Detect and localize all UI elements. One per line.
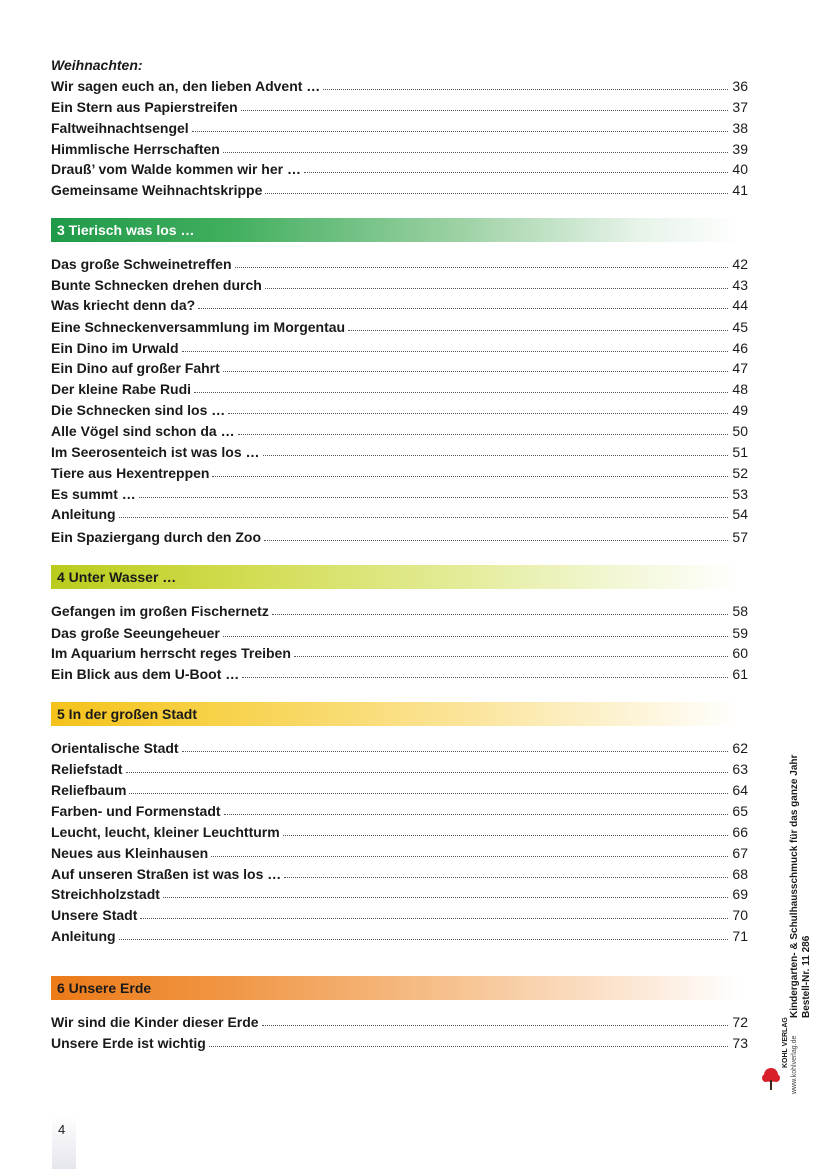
toc-entry[interactable] bbox=[51, 865, 748, 883]
entry-title: Unsere Stadt bbox=[51, 907, 138, 923]
dot-leader bbox=[262, 1024, 728, 1026]
entry-page: 38 bbox=[732, 120, 748, 136]
dot-leader bbox=[223, 151, 728, 153]
entry-page: 70 bbox=[732, 907, 748, 923]
page-number: 4 bbox=[58, 1122, 66, 1137]
entry-title: Was kriecht denn da? bbox=[51, 297, 196, 313]
dot-leader bbox=[192, 130, 728, 132]
dot-leader bbox=[139, 496, 728, 498]
entry-title: Die Schnecken sind los … bbox=[51, 402, 226, 418]
entry-page: 71 bbox=[732, 928, 748, 944]
toc-entry[interactable] bbox=[51, 255, 748, 273]
dot-leader bbox=[126, 771, 728, 773]
toc-entry[interactable] bbox=[51, 1034, 748, 1052]
dot-leader bbox=[198, 307, 728, 309]
entry-title: Das große Schweinetreffen bbox=[51, 256, 232, 272]
entry-page: 43 bbox=[732, 277, 748, 293]
entry-title: Neues aus Kleinhausen bbox=[51, 845, 209, 861]
dot-leader bbox=[241, 109, 728, 111]
entry-page: 53 bbox=[732, 486, 748, 502]
dot-leader bbox=[265, 192, 728, 194]
entry-page: 67 bbox=[732, 845, 748, 861]
entry-page: 45 bbox=[732, 319, 748, 335]
entry-page: 52 bbox=[732, 465, 748, 481]
chapter-title: 5 In der großen Stadt bbox=[57, 706, 198, 722]
publisher-logo bbox=[758, 1017, 798, 1094]
entry-page: 63 bbox=[732, 761, 748, 777]
chapter-heading-6 bbox=[51, 976, 741, 1000]
entry-title: Im Seerosenteich ist was los … bbox=[51, 444, 260, 460]
entry-page: 69 bbox=[732, 886, 748, 902]
chapter-heading-4 bbox=[51, 565, 741, 589]
toc-entry[interactable] bbox=[51, 665, 748, 683]
entry-page: 42 bbox=[732, 256, 748, 272]
dot-leader bbox=[263, 454, 728, 456]
entry-page: 54 bbox=[732, 506, 748, 522]
dot-leader bbox=[228, 412, 728, 414]
entry-title: Ein Dino im Urwald bbox=[51, 340, 179, 356]
toc-entry[interactable] bbox=[51, 77, 748, 95]
toc-entry[interactable] bbox=[51, 160, 748, 178]
dot-leader bbox=[182, 350, 728, 352]
toc-entry[interactable] bbox=[51, 644, 748, 662]
entry-page: 36 bbox=[732, 78, 748, 94]
dot-leader bbox=[323, 88, 728, 90]
entry-page: 47 bbox=[732, 360, 748, 376]
entry-title: Leucht, leucht, kleiner Leuchtturm bbox=[51, 824, 280, 840]
entry-title: Faltweihnachtsengel bbox=[51, 120, 189, 136]
entry-title: Farben- und Formenstadt bbox=[51, 803, 221, 819]
dot-leader bbox=[242, 676, 728, 678]
entry-page: 39 bbox=[732, 141, 748, 157]
toc-entry[interactable] bbox=[51, 528, 748, 546]
entry-title: Reliefbaum bbox=[51, 782, 127, 798]
toc-entry[interactable] bbox=[51, 885, 748, 903]
toc-entry[interactable] bbox=[51, 181, 748, 199]
toc-entry[interactable] bbox=[51, 318, 748, 336]
entry-page: 61 bbox=[732, 666, 748, 682]
dot-leader bbox=[272, 613, 728, 615]
entry-title: Bunte Schnecken drehen durch bbox=[51, 277, 262, 293]
dot-leader bbox=[129, 792, 728, 794]
dot-leader bbox=[264, 539, 728, 541]
entry-page: 51 bbox=[732, 444, 748, 460]
side-book-info bbox=[789, 740, 819, 1040]
toc-entry[interactable] bbox=[51, 485, 748, 503]
entry-page: 48 bbox=[732, 381, 748, 397]
entry-page: 60 bbox=[732, 645, 748, 661]
toc-entry[interactable] bbox=[51, 505, 748, 523]
toc-entry[interactable] bbox=[51, 802, 748, 820]
dot-leader bbox=[163, 896, 728, 898]
entry-title: Das große Seeungeheuer bbox=[51, 625, 220, 641]
toc-entry[interactable] bbox=[51, 624, 748, 642]
toc-entry[interactable] bbox=[51, 380, 748, 398]
entry-title: Ein Spaziergang durch den Zoo bbox=[51, 529, 262, 545]
entry-page: 62 bbox=[732, 740, 748, 756]
dot-leader bbox=[119, 938, 728, 940]
publisher-website: www.kohlverlag.de bbox=[791, 1035, 798, 1094]
toc-entry[interactable] bbox=[51, 823, 748, 841]
entry-title: Ein Stern aus Papierstreifen bbox=[51, 99, 238, 115]
toc-entry[interactable] bbox=[51, 781, 748, 799]
entry-title: Anleitung bbox=[51, 928, 116, 944]
entry-title: Der kleine Rabe Rudi bbox=[51, 381, 192, 397]
toc-entry[interactable] bbox=[51, 276, 748, 294]
entry-title: Ein Blick aus dem U-Boot … bbox=[51, 666, 240, 682]
entry-title: Auf unseren Straßen ist was los … bbox=[51, 866, 282, 882]
dot-leader bbox=[348, 329, 728, 331]
chapter-heading-3 bbox=[51, 218, 741, 242]
toc-entry[interactable] bbox=[51, 359, 748, 377]
dot-leader bbox=[182, 750, 728, 752]
toc-entry[interactable] bbox=[51, 119, 748, 137]
dot-leader bbox=[265, 287, 728, 289]
entry-page: 68 bbox=[732, 866, 748, 882]
entry-title: Wir sagen euch an, den lieben Advent … bbox=[51, 78, 321, 94]
entry-title: Drauß’ vom Walde kommen wir her … bbox=[51, 161, 301, 177]
page-number-tab bbox=[52, 1115, 76, 1169]
entry-title: Im Aquarium herrscht reges Treiben bbox=[51, 645, 291, 661]
entry-page: 66 bbox=[732, 824, 748, 840]
toc-entry[interactable] bbox=[51, 760, 748, 778]
entry-title: Gemeinsame Weihnachtskrippe bbox=[51, 182, 263, 198]
chapter-title: 4 Unter Wasser … bbox=[57, 569, 177, 585]
entry-title: Streichholzstadt bbox=[51, 886, 160, 902]
entry-page: 49 bbox=[732, 402, 748, 418]
dot-leader bbox=[304, 171, 728, 173]
toc-entry[interactable] bbox=[51, 739, 748, 757]
entry-title: Alle Vögel sind schon da … bbox=[51, 423, 235, 439]
section-label-weihnachten: Weihnachten: bbox=[51, 57, 143, 73]
side-book-title: Kindergarten- & Schulhausschmuck für das ganze Jahr bbox=[789, 754, 800, 1018]
entry-title: Ein Dino auf großer Fahrt bbox=[51, 360, 220, 376]
chapter-title: 3 Tierisch was los … bbox=[57, 222, 195, 238]
entry-page: 73 bbox=[732, 1035, 748, 1051]
toc-entry[interactable] bbox=[51, 464, 748, 482]
entry-page: 58 bbox=[732, 603, 748, 619]
entry-page: 50 bbox=[732, 423, 748, 439]
entry-title: Gefangen im großen Fischernetz bbox=[51, 603, 269, 619]
toc-entry[interactable] bbox=[51, 401, 748, 419]
side-order-number: Bestell-Nr. 11 286 bbox=[801, 935, 812, 1018]
toc-entry[interactable] bbox=[51, 422, 748, 440]
entry-page: 65 bbox=[732, 803, 748, 819]
dot-leader bbox=[294, 655, 728, 657]
dot-leader bbox=[209, 1045, 728, 1047]
entry-title: Tiere aus Hexentreppen bbox=[51, 465, 210, 481]
entry-title: Himmlische Herrschaften bbox=[51, 141, 220, 157]
apple-tree-logo-icon bbox=[761, 1067, 781, 1091]
toc-entry[interactable] bbox=[51, 339, 748, 357]
dot-leader bbox=[223, 370, 728, 372]
entry-page: 41 bbox=[732, 182, 748, 198]
entry-page: 46 bbox=[732, 340, 748, 356]
entry-page: 57 bbox=[732, 529, 748, 545]
entry-page: 64 bbox=[732, 782, 748, 798]
dot-leader bbox=[235, 266, 729, 268]
chapter-heading-5 bbox=[51, 702, 741, 726]
toc-entry[interactable] bbox=[51, 296, 748, 314]
dot-leader bbox=[238, 433, 728, 435]
dot-leader bbox=[119, 516, 728, 518]
dot-leader bbox=[140, 917, 728, 919]
entry-title: Eine Schneckenversammlung im Morgentau bbox=[51, 319, 346, 335]
toc-entry[interactable] bbox=[51, 844, 748, 862]
entry-page: 37 bbox=[732, 99, 748, 115]
entry-page: 40 bbox=[732, 161, 748, 177]
toc-entry[interactable] bbox=[51, 1013, 748, 1031]
dot-leader bbox=[224, 813, 728, 815]
toc-entry[interactable] bbox=[51, 443, 748, 461]
entry-title: Wir sind die Kinder dieser Erde bbox=[51, 1014, 259, 1030]
entry-title: Reliefstadt bbox=[51, 761, 123, 777]
entry-page: 59 bbox=[732, 625, 748, 641]
publisher-name: KOHL VERLAG bbox=[782, 1017, 789, 1068]
toc-entry[interactable] bbox=[51, 906, 748, 924]
dot-leader bbox=[223, 635, 728, 637]
toc-entry[interactable] bbox=[51, 98, 748, 116]
dot-leader bbox=[284, 876, 728, 878]
dot-leader bbox=[212, 475, 728, 477]
entry-title: Orientalische Stadt bbox=[51, 740, 179, 756]
dot-leader bbox=[283, 834, 728, 836]
entry-page: 72 bbox=[732, 1014, 748, 1030]
toc-entry[interactable] bbox=[51, 602, 748, 620]
dot-leader bbox=[211, 855, 728, 857]
entry-title: Anleitung bbox=[51, 506, 116, 522]
chapter-title: 6 Unsere Erde bbox=[57, 980, 152, 996]
dot-leader bbox=[194, 391, 728, 393]
toc-entry[interactable] bbox=[51, 927, 748, 945]
entry-title: Es summt … bbox=[51, 486, 136, 502]
entry-page: 44 bbox=[732, 297, 748, 313]
toc-entry[interactable] bbox=[51, 140, 748, 158]
entry-title: Unsere Erde ist wichtig bbox=[51, 1035, 206, 1051]
